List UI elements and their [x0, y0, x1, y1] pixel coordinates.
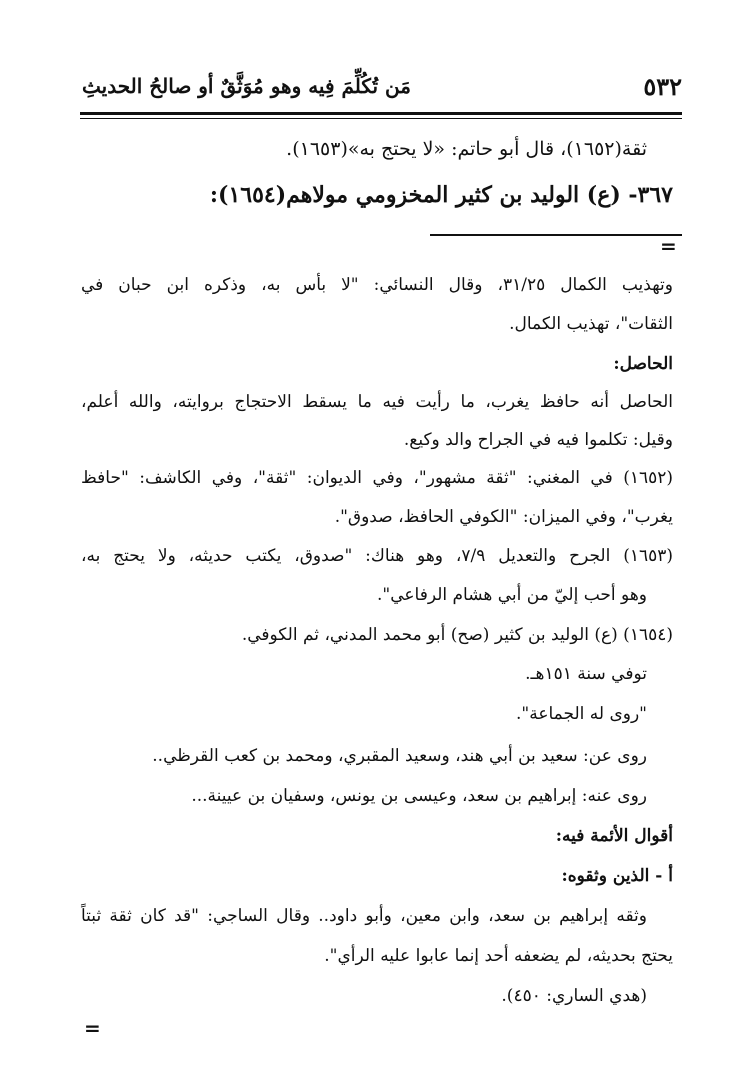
footnote-continuation-line-2: الثقات"، تهذيب الكمال. [509, 314, 673, 334]
summary-line-2: وقيل: تكلموا فيه في الجراح والد وكيع. [403, 430, 673, 450]
trust-line-1: وثقه إبراهيم بن سعد، وابن معين، وأبو داود.. وقال الساجي: "قد كان ثقة ثبتاً [81, 906, 647, 926]
footnote-1653-line-2: وهو أحب إليّ من أبي هشام الرفاعي". [376, 585, 647, 605]
sub-heading-trusted: أ - الذين وثقوه: [561, 866, 673, 886]
running-title: مَن تُكُلِّمَ فِيه وهو مُوَثَّقٌ أو صالحُ الحديثِ [82, 74, 411, 98]
footnote-1654-line-1: (١٦٥٤) (ع) الوليد بن كثير (صح) أبو محمد المدني، ثم الكوفي. [241, 625, 673, 645]
footnote-1652-line-1: (١٦٥٢) في المغني: "ثقة مشهور"، وفي الديوان: "ثقة"، وفي الكاشف: "حافظ [81, 468, 673, 488]
narrated-to-line: روى عنه: إبراهيم بن سعد، وعيسى بن يونس، وسفيان بن عيينة... [191, 786, 647, 806]
imams-heading: أقوال الأئمة فيه: [555, 826, 673, 846]
continuation-mark-top: = [660, 234, 677, 258]
footnote-1653-line-1: (١٦٥٣) الجرح والتعديل ٧/٩، وهو هناك: "صدوق، يكتب حديثه، ولا يحتج به، [81, 546, 673, 566]
narrated-by-group-line: "روى له الجماعة". [515, 704, 647, 724]
entry-heading: ٣٦٧- (ع) الوليد بن كثير المخزومي مولاهم(١٦٥٤): [209, 182, 673, 208]
body-line-1: ثقة(١٦٥٢)، قال أبو حاتم: «لا يحتج به»(١٦٥٣). [286, 138, 647, 160]
header-rule-thick [80, 112, 682, 115]
summary-heading: الحاصل: [613, 354, 673, 374]
death-year-line: توفي سنة ١٥١هـ. [525, 664, 647, 684]
summary-line-1: الحاصل أنه حافظ يغرب، ما رأيت فيه ما يسقط الاحتجاج بروايته، والله أعلم، [81, 392, 673, 412]
header-rule-thin [80, 118, 682, 119]
page-header [82, 66, 682, 106]
page-number: ٥٣٢ [643, 72, 682, 101]
continuation-mark-bottom: = [84, 1016, 101, 1040]
footnote-separator [430, 234, 682, 236]
footnote-continuation-line-1: وتهذيب الكمال ٣١/٢٥، وقال النسائي: "لا بأس به، وذكره ابن حبان في [81, 275, 673, 295]
hadi-sari-reference: (هدي الساري: ٤٥٠). [501, 986, 647, 1006]
trust-line-2: يحتج بحديثه، لم يضعفه أحد إنما عابوا عليه الرأي". [324, 946, 673, 966]
narrated-from-line: روى عن: سعيد بن أبي هند، وسعيد المقبري، ومحمد بن كعب القرظي.. [152, 746, 647, 766]
footnote-1652-line-2: يغرب"، وفي الميزان: "الكوفي الحافظ، صدوق". [334, 507, 673, 527]
